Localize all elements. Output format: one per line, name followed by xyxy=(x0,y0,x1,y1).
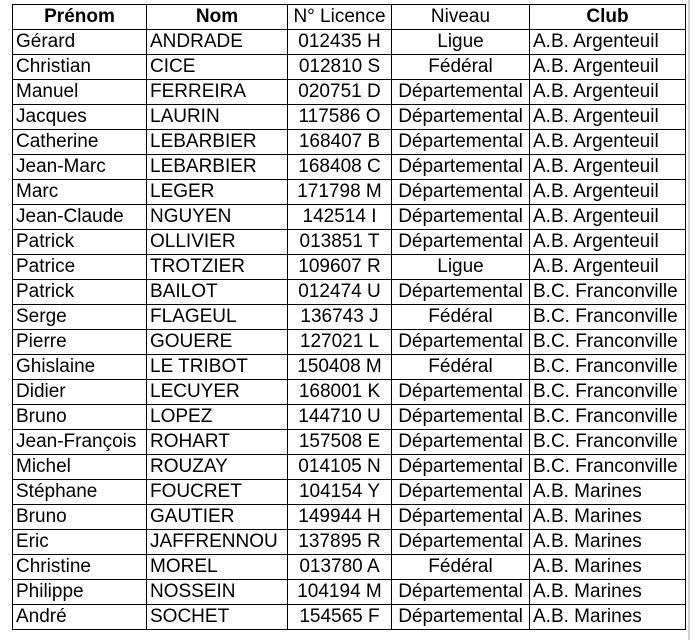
cell-prenom: Christine xyxy=(13,555,147,580)
cell-licence: 136743 J xyxy=(288,305,392,330)
header-prenom: Prénom xyxy=(13,5,147,30)
table-row xyxy=(13,480,686,505)
cell-prenom: Bruno xyxy=(13,405,147,430)
cell-nom: FERREIRA xyxy=(147,80,288,105)
cell-licence: 137895 R xyxy=(288,530,392,555)
cell-prenom: Serge xyxy=(13,305,147,330)
table-row xyxy=(13,530,686,555)
cell-prenom: Catherine xyxy=(13,130,147,155)
cell-club: B.C. Franconville xyxy=(530,380,686,405)
cell-club: A.B. Marines xyxy=(530,580,686,605)
cell-licence: 012810 S xyxy=(288,55,392,80)
table-row xyxy=(13,330,686,355)
table-row xyxy=(13,580,686,605)
table-row xyxy=(13,255,686,280)
cell-prenom: Jean-Marc xyxy=(13,155,147,180)
table-row xyxy=(13,230,686,255)
table-row xyxy=(13,555,686,580)
header-club: Club xyxy=(530,5,686,30)
cell-club: A.B. Marines xyxy=(530,555,686,580)
cell-club: A.B. Argenteuil xyxy=(530,80,686,105)
table-row xyxy=(13,180,686,205)
cell-prenom: Patrice xyxy=(13,255,147,280)
cell-nom: CICE xyxy=(147,55,288,80)
cell-club: A.B. Marines xyxy=(530,505,686,530)
cell-club: B.C. Franconville xyxy=(530,305,686,330)
cell-prenom: Patrick xyxy=(13,230,147,255)
licence-table xyxy=(12,4,686,630)
cell-niveau: Départemental xyxy=(392,155,530,180)
cell-prenom: Bruno xyxy=(13,505,147,530)
cell-nom: TROTZIER xyxy=(147,255,288,280)
cell-prenom: Michel xyxy=(13,455,147,480)
cell-prenom: Marc xyxy=(13,180,147,205)
table-row xyxy=(13,305,686,330)
cell-niveau: Départemental xyxy=(392,80,530,105)
cell-nom: FOUCRET xyxy=(147,480,288,505)
cell-licence: 154565 F xyxy=(288,605,392,630)
cell-club: A.B. Argenteuil xyxy=(530,130,686,155)
cell-nom: GAUTIER xyxy=(147,505,288,530)
cell-licence: 168408 C xyxy=(288,155,392,180)
cell-prenom: Manuel xyxy=(13,80,147,105)
cell-licence: 104194 M xyxy=(288,580,392,605)
cell-club: B.C. Franconville xyxy=(530,455,686,480)
table-row xyxy=(13,155,686,180)
cell-nom: LOPEZ xyxy=(147,405,288,430)
cell-nom: GOUERE xyxy=(147,330,288,355)
cell-niveau: Ligue xyxy=(392,255,530,280)
cell-niveau: Fédéral xyxy=(392,305,530,330)
cell-club: B.C. Franconville xyxy=(530,430,686,455)
table-row xyxy=(13,280,686,305)
cell-licence: 171798 M xyxy=(288,180,392,205)
cell-licence: 020751 D xyxy=(288,80,392,105)
table-row xyxy=(13,605,686,630)
cell-licence: 144710 U xyxy=(288,405,392,430)
cell-licence: 150408 M xyxy=(288,355,392,380)
cell-club: B.C. Franconville xyxy=(530,405,686,430)
table-row xyxy=(13,455,686,480)
cell-nom: JAFFRENNOU xyxy=(147,530,288,555)
cell-prenom: Jean-Claude xyxy=(13,205,147,230)
table-row xyxy=(13,205,686,230)
cell-niveau: Ligue xyxy=(392,30,530,55)
header-licence: N° Licence xyxy=(288,5,392,30)
cell-niveau: Départemental xyxy=(392,480,530,505)
cell-prenom: Ghislaine xyxy=(13,355,147,380)
cell-club: A.B. Marines xyxy=(530,530,686,555)
cell-club: A.B. Argenteuil xyxy=(530,105,686,130)
cell-nom: ROUZAY xyxy=(147,455,288,480)
cell-prenom: André xyxy=(13,605,147,630)
cell-nom: LECUYER xyxy=(147,380,288,405)
cell-nom: MOREL xyxy=(147,555,288,580)
cell-licence: 168001 K xyxy=(288,380,392,405)
table-row xyxy=(13,30,686,55)
cell-licence: 012474 U xyxy=(288,280,392,305)
cell-niveau: Départemental xyxy=(392,280,530,305)
cell-niveau: Départemental xyxy=(392,380,530,405)
cell-nom: ANDRADE xyxy=(147,30,288,55)
window-edge xyxy=(688,0,690,640)
cell-nom: LEBARBIER xyxy=(147,155,288,180)
cell-club: A.B. Argenteuil xyxy=(530,205,686,230)
table-row xyxy=(13,380,686,405)
cell-niveau: Départemental xyxy=(392,580,530,605)
cell-prenom: Eric xyxy=(13,530,147,555)
cell-licence: 104154 Y xyxy=(288,480,392,505)
cell-niveau: Fédéral xyxy=(392,555,530,580)
table-row xyxy=(13,355,686,380)
cell-niveau: Départemental xyxy=(392,605,530,630)
cell-club: A.B. Argenteuil xyxy=(530,180,686,205)
cell-nom: LAURIN xyxy=(147,105,288,130)
cell-club: A.B. Argenteuil xyxy=(530,30,686,55)
cell-licence: 127021 L xyxy=(288,330,392,355)
cell-niveau: Départemental xyxy=(392,230,530,255)
cell-prenom: Philippe xyxy=(13,580,147,605)
cell-prenom: Gérard xyxy=(13,30,147,55)
table-row xyxy=(13,505,686,530)
table-row xyxy=(13,80,686,105)
cell-club: B.C. Franconville xyxy=(530,280,686,305)
cell-nom: LE TRIBOT xyxy=(147,355,288,380)
cell-nom: FLAGEUL xyxy=(147,305,288,330)
cell-prenom: Stéphane xyxy=(13,480,147,505)
cell-niveau: Départemental xyxy=(392,505,530,530)
cell-prenom: Didier xyxy=(13,380,147,405)
header-niveau: Niveau xyxy=(392,5,530,30)
cell-nom: SOCHET xyxy=(147,605,288,630)
cell-club: A.B. Argenteuil xyxy=(530,255,686,280)
cell-niveau: Fédéral xyxy=(392,55,530,80)
table-header xyxy=(13,5,686,30)
table-body xyxy=(13,30,686,630)
cell-club: B.C. Franconville xyxy=(530,330,686,355)
table-row xyxy=(13,105,686,130)
cell-prenom: Patrick xyxy=(13,280,147,305)
table-row xyxy=(13,430,686,455)
table-row xyxy=(13,55,686,80)
cell-licence: 149944 H xyxy=(288,505,392,530)
cell-licence: 142514 I xyxy=(288,205,392,230)
cell-licence: 014105 N xyxy=(288,455,392,480)
cell-club: A.B. Marines xyxy=(530,480,686,505)
cell-niveau: Départemental xyxy=(392,405,530,430)
cell-prenom: Christian xyxy=(13,55,147,80)
cell-club: A.B. Argenteuil xyxy=(530,155,686,180)
cell-nom: LEGER xyxy=(147,180,288,205)
cell-club: B.C. Franconville xyxy=(530,355,686,380)
cell-prenom: Jean-François xyxy=(13,430,147,455)
cell-nom: OLLIVIER xyxy=(147,230,288,255)
cell-niveau: Départemental xyxy=(392,180,530,205)
cell-nom: BAILOT xyxy=(147,280,288,305)
cell-nom: ROHART xyxy=(147,430,288,455)
cell-nom: NGUYEN xyxy=(147,205,288,230)
cell-licence: 012435 H xyxy=(288,30,392,55)
cell-club: A.B. Argenteuil xyxy=(530,55,686,80)
table-row xyxy=(13,130,686,155)
cell-niveau: Fédéral xyxy=(392,355,530,380)
cell-niveau: Départemental xyxy=(392,330,530,355)
cell-niveau: Départemental xyxy=(392,430,530,455)
cell-licence: 013780 A xyxy=(288,555,392,580)
header-row xyxy=(13,5,686,30)
cell-niveau: Départemental xyxy=(392,105,530,130)
table-row xyxy=(13,405,686,430)
cell-club: A.B. Argenteuil xyxy=(530,230,686,255)
cell-licence: 013851 T xyxy=(288,230,392,255)
cell-licence: 109607 R xyxy=(288,255,392,280)
cell-nom: NOSSEIN xyxy=(147,580,288,605)
cell-licence: 168407 B xyxy=(288,130,392,155)
cell-nom: LEBARBIER xyxy=(147,130,288,155)
cell-niveau: Départemental xyxy=(392,455,530,480)
cell-prenom: Jacques xyxy=(13,105,147,130)
cell-niveau: Départemental xyxy=(392,530,530,555)
cell-prenom: Pierre xyxy=(13,330,147,355)
header-nom: Nom xyxy=(147,5,288,30)
cell-licence: 157508 E xyxy=(288,430,392,455)
cell-licence: 117586 O xyxy=(288,105,392,130)
cell-club: A.B. Marines xyxy=(530,605,686,630)
cell-niveau: Départemental xyxy=(392,205,530,230)
cell-niveau: Départemental xyxy=(392,130,530,155)
